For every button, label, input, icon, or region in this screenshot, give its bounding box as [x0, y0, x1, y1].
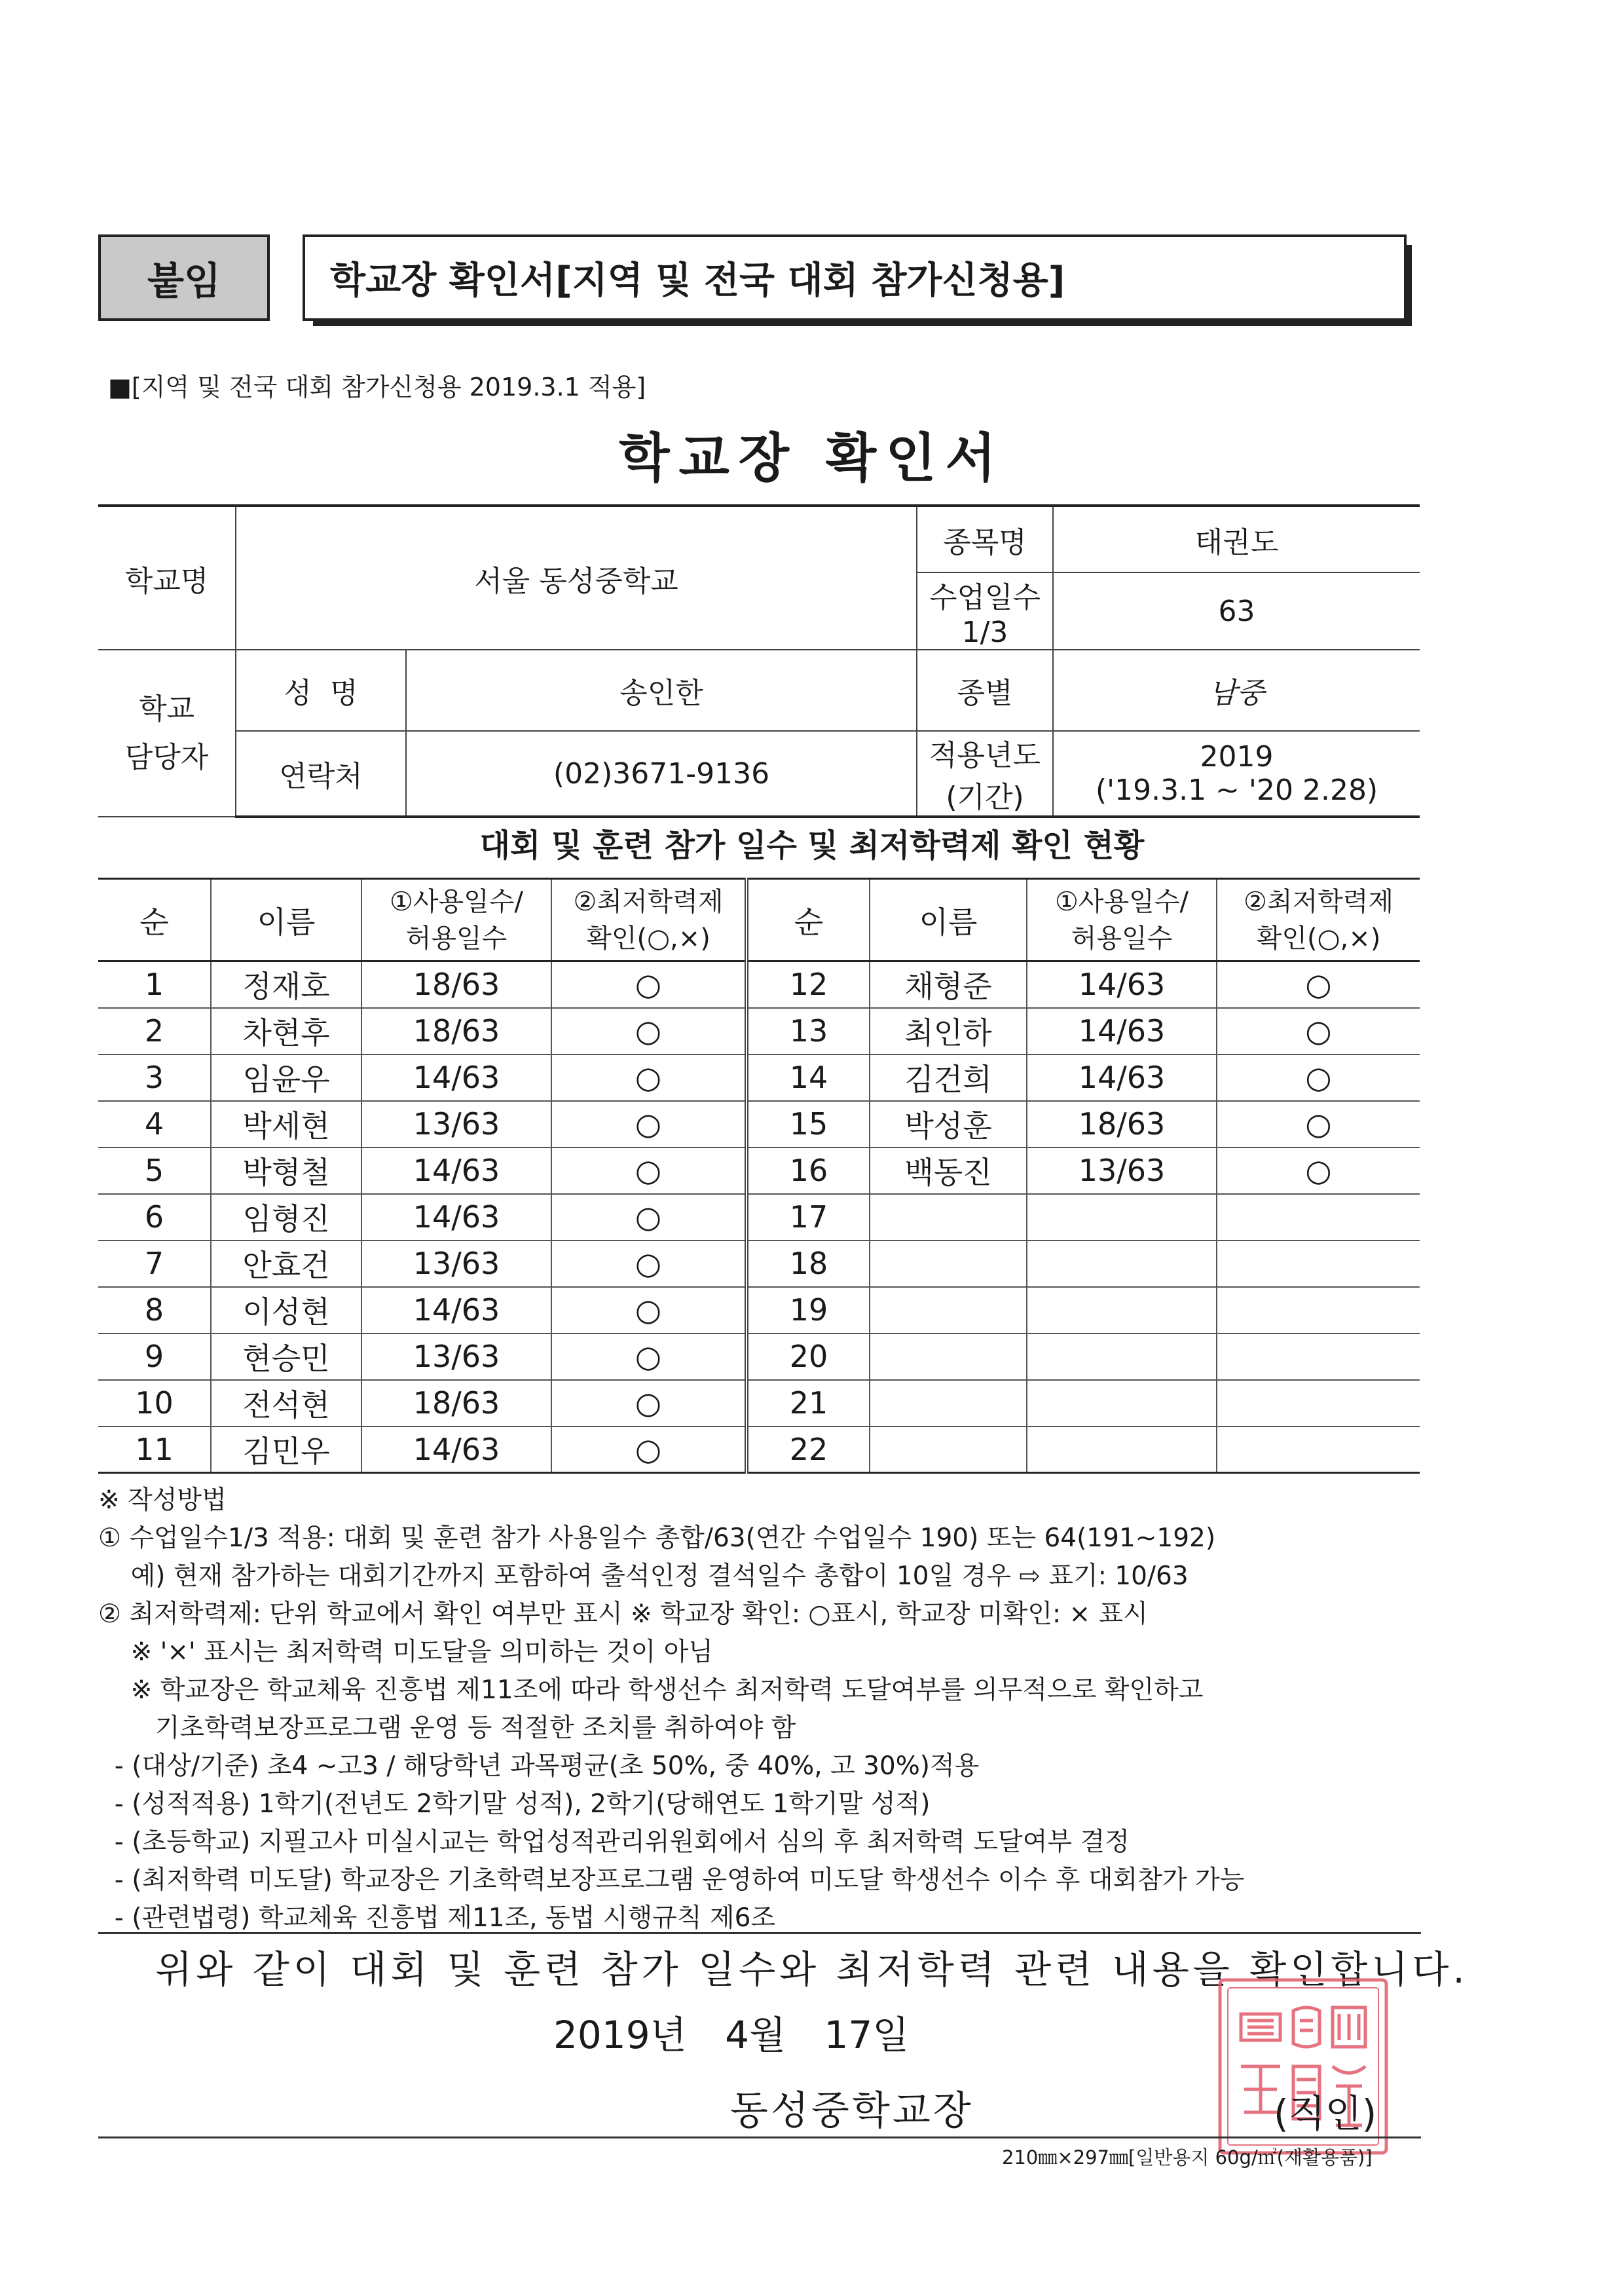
academic-check: [1217, 1427, 1420, 1473]
student-name: 박세현: [211, 1101, 361, 1148]
academic-check: ○: [1217, 1101, 1420, 1148]
row-number: 10: [98, 1380, 211, 1427]
event-value: 태권도: [1053, 506, 1420, 572]
row-number: 4: [98, 1101, 211, 1148]
participants-table: [98, 878, 1420, 1474]
academic-check: ○: [551, 1101, 747, 1148]
note-line: - (관련법령) 학교체육 진흥법 제11조, 동법 시행규칙 제6조: [98, 1903, 776, 1933]
class-days-label: 수업일수 1/3: [917, 572, 1053, 650]
col-no: 순: [747, 879, 870, 961]
seal-label: (직인): [1274, 2091, 1377, 2136]
row-number: 12: [747, 961, 870, 1008]
col-check: ②최저학력제 확인(○,×): [1217, 879, 1420, 961]
days-used: 14/63: [1027, 1008, 1217, 1054]
table-row: [98, 1101, 1420, 1148]
name-label: 성 명: [236, 650, 406, 731]
academic-check: ○: [1217, 1148, 1420, 1194]
row-number: 18: [747, 1241, 870, 1287]
days-used: 14/63: [361, 1287, 551, 1334]
student-name: 최인하: [870, 1008, 1027, 1054]
days-used: 13/63: [361, 1101, 551, 1148]
student-name: 임윤우: [211, 1054, 361, 1101]
table-row: [98, 1008, 1420, 1054]
name-value: 송인한: [406, 650, 917, 731]
header-title: 학교장 확인서[지역 및 전국 대회 참가신청용]: [303, 234, 1407, 321]
attachment-tag: 붙임: [98, 234, 270, 321]
table-row: [98, 1287, 1420, 1334]
row-number: 21: [747, 1380, 870, 1427]
contact-label: 학교 담당자: [98, 650, 236, 817]
student-name: 정재호: [211, 961, 361, 1008]
row-number: 22: [747, 1427, 870, 1473]
days-used: 14/63: [361, 1148, 551, 1194]
student-name: 김민우: [211, 1427, 361, 1473]
table-row: [98, 1148, 1420, 1194]
note-line: 기초학력보장프로그램 운영 등 적절한 조치를 취하여야 함: [98, 1713, 796, 1743]
academic-check: ○: [551, 1334, 747, 1380]
table-row: [98, 1334, 1420, 1380]
note-line: ※ 작성방법: [98, 1485, 227, 1515]
academic-check: [1217, 1334, 1420, 1380]
divider: [98, 1932, 1421, 1934]
col-no: 순: [98, 879, 211, 961]
academic-check: ○: [551, 1054, 747, 1101]
days-used: 18/63: [361, 1008, 551, 1054]
days-used: 18/63: [1027, 1101, 1217, 1148]
note-line: - (대상/기준) 초4 ~고3 / 해당학년 과목평균(초 50%, 중 40%, 고 30%)적용: [98, 1751, 980, 1781]
col-name: 이름: [211, 879, 361, 961]
row-number: 8: [98, 1287, 211, 1334]
student-name: 이성현: [211, 1287, 361, 1334]
table-row: [98, 961, 1420, 1008]
row-number: 13: [747, 1008, 870, 1054]
academic-check: [1217, 1380, 1420, 1427]
header: [98, 234, 1407, 321]
student-name: [870, 1194, 1027, 1241]
student-name: 박형철: [211, 1148, 361, 1194]
student-name: 안효건: [211, 1241, 361, 1287]
student-name: 임형진: [211, 1194, 361, 1241]
row-number: 3: [98, 1054, 211, 1101]
row-number: 1: [98, 961, 211, 1008]
student-name: 차현후: [211, 1008, 361, 1054]
note-line: 예) 현재 참가하는 대회기간까지 포함하여 출석인정 결석일수 총합이 10일 경우 ⇨ 표기: 10/63: [98, 1561, 1189, 1591]
table-row: [98, 1380, 1420, 1427]
row-number: 14: [747, 1054, 870, 1101]
academic-check: ○: [551, 1148, 747, 1194]
academic-check: ○: [1217, 1054, 1420, 1101]
academic-check: ○: [1217, 961, 1420, 1008]
phone-value: (02)3671-9136: [406, 731, 917, 817]
table-row: [98, 1054, 1420, 1101]
status-title: 대회 및 훈련 참가 일수 및 최저학력제 확인 현황: [479, 827, 1145, 864]
row-number: 19: [747, 1287, 870, 1334]
row-number: 17: [747, 1194, 870, 1241]
row-number: 5: [98, 1148, 211, 1194]
table-row: [98, 1427, 1420, 1473]
days-used: [1027, 1241, 1217, 1287]
row-number: 6: [98, 1194, 211, 1241]
col-check: ②최저학력제 확인(○,×): [551, 879, 747, 961]
phone-label: 연락처: [236, 731, 406, 817]
note-line: - (성적적용) 1학기(전년도 2학기말 성적), 2학기(당해연도 1학기말 성적): [98, 1789, 931, 1819]
student-name: 백동진: [870, 1148, 1027, 1194]
academic-check: ○: [551, 961, 747, 1008]
academic-check: [1217, 1287, 1420, 1334]
note-line: - (초등학교) 지필고사 미실시교는 학업성적관리위원회에서 심의 후 최저학력 도달여부 결정: [98, 1827, 1130, 1857]
academic-check: ○: [551, 1427, 747, 1473]
days-used: 14/63: [1027, 1054, 1217, 1101]
school-label: 학교명: [98, 506, 236, 650]
note-line: ※ 학교장은 학교체육 진흥법 제11조에 따라 학생선수 최저학력 도달여부를 의무적으로 확인하고: [98, 1675, 1204, 1705]
paper-spec-footer: 210㎜×297㎜[일반용지 60g/㎡(재활용품)]: [1002, 2146, 1373, 2169]
note-line: ② 최저학력제: 단위 학교에서 확인 여부만 표시 ※ 학교장 확인: ○표시, 학교장 미확인: × 표시: [98, 1599, 1148, 1629]
academic-check: ○: [1217, 1008, 1420, 1054]
student-name: 채형준: [870, 961, 1027, 1008]
days-used: 14/63: [361, 1427, 551, 1473]
student-name: [870, 1427, 1027, 1473]
date-year: 2019년: [553, 2013, 687, 2057]
days-used: 14/63: [361, 1054, 551, 1101]
student-name: 전석현: [211, 1380, 361, 1427]
applied-note: ■[지역 및 전국 대회 참가신청용 2019.3.1 적용]: [108, 373, 646, 401]
confirmation-text: 위와 같이 대회 및 훈련 참가 일수와 최저학력 관련 내용을 확인합니다.: [155, 1947, 1469, 1992]
days-used: [1027, 1194, 1217, 1241]
signer-name: 동성중학교장: [730, 2088, 974, 2134]
period-value: 2019 ('19.3.1 ~ '20 2.28): [1053, 731, 1420, 817]
row-number: 7: [98, 1241, 211, 1287]
class-days-value: 63: [1053, 572, 1420, 650]
instructions: [98, 1482, 1434, 1937]
days-used: [1027, 1287, 1217, 1334]
academic-check: ○: [551, 1241, 747, 1287]
category-label: 종별: [917, 650, 1053, 731]
days-used: 13/63: [361, 1241, 551, 1287]
row-number: 9: [98, 1334, 211, 1380]
table-row: [98, 1241, 1420, 1287]
bottom-divider: [98, 2136, 1421, 2138]
days-used: 18/63: [361, 961, 551, 1008]
note-line: - (최저학력 미도달) 학교장은 기초학력보장프로그램 운영하여 미도달 학생선수 이수 후 대회참가 가능: [98, 1865, 1245, 1895]
note-line: ※ '×' 표시는 최저학력 미도달을 의미하는 것이 아님: [98, 1637, 713, 1667]
academic-check: ○: [551, 1287, 747, 1334]
student-name: 현승민: [211, 1334, 361, 1380]
info-table: [98, 504, 1420, 818]
days-used: [1027, 1380, 1217, 1427]
student-name: [870, 1334, 1027, 1380]
row-number: 20: [747, 1334, 870, 1380]
student-name: [870, 1380, 1027, 1427]
row-number: 16: [747, 1148, 870, 1194]
days-used: [1027, 1334, 1217, 1380]
note-line: ① 수업일수1/3 적용: 대회 및 훈련 참가 사용일수 총합/63(연간 수업일수 190) 또는 64(191~192): [98, 1523, 1216, 1553]
col-name: 이름: [870, 879, 1027, 961]
academic-check: ○: [551, 1194, 747, 1241]
school-name: 서울 동성중학교: [236, 506, 917, 650]
academic-check: ○: [551, 1008, 747, 1054]
document-title: 학교장 확인서: [619, 428, 1005, 489]
days-used: 14/63: [1027, 961, 1217, 1008]
student-name: 박성훈: [870, 1101, 1027, 1148]
event-label: 종목명: [917, 506, 1053, 572]
col-days: ①사용일수/ 허용일수: [1027, 879, 1217, 961]
issue-date: [553, 2004, 909, 2059]
category-value: 남중: [1053, 650, 1420, 731]
student-name: 김건희: [870, 1054, 1027, 1101]
academic-check: [1217, 1194, 1420, 1241]
table-row: [98, 1194, 1420, 1241]
period-label: 적용년도 (기간): [917, 731, 1053, 817]
days-used: 18/63: [361, 1380, 551, 1427]
days-used: 13/63: [1027, 1148, 1217, 1194]
row-number: 11: [98, 1427, 211, 1473]
date-month: 4월: [725, 2013, 786, 2057]
row-number: 15: [747, 1101, 870, 1148]
date-day: 17일: [824, 2013, 910, 2057]
col-days: ①사용일수/ 허용일수: [361, 879, 551, 961]
header-row: [98, 879, 1420, 961]
student-name: [870, 1287, 1027, 1334]
student-name: [870, 1241, 1027, 1287]
days-used: 13/63: [361, 1334, 551, 1380]
days-used: [1027, 1427, 1217, 1473]
days-used: 14/63: [361, 1194, 551, 1241]
academic-check: [1217, 1241, 1420, 1287]
academic-check: ○: [551, 1380, 747, 1427]
row-number: 2: [98, 1008, 211, 1054]
